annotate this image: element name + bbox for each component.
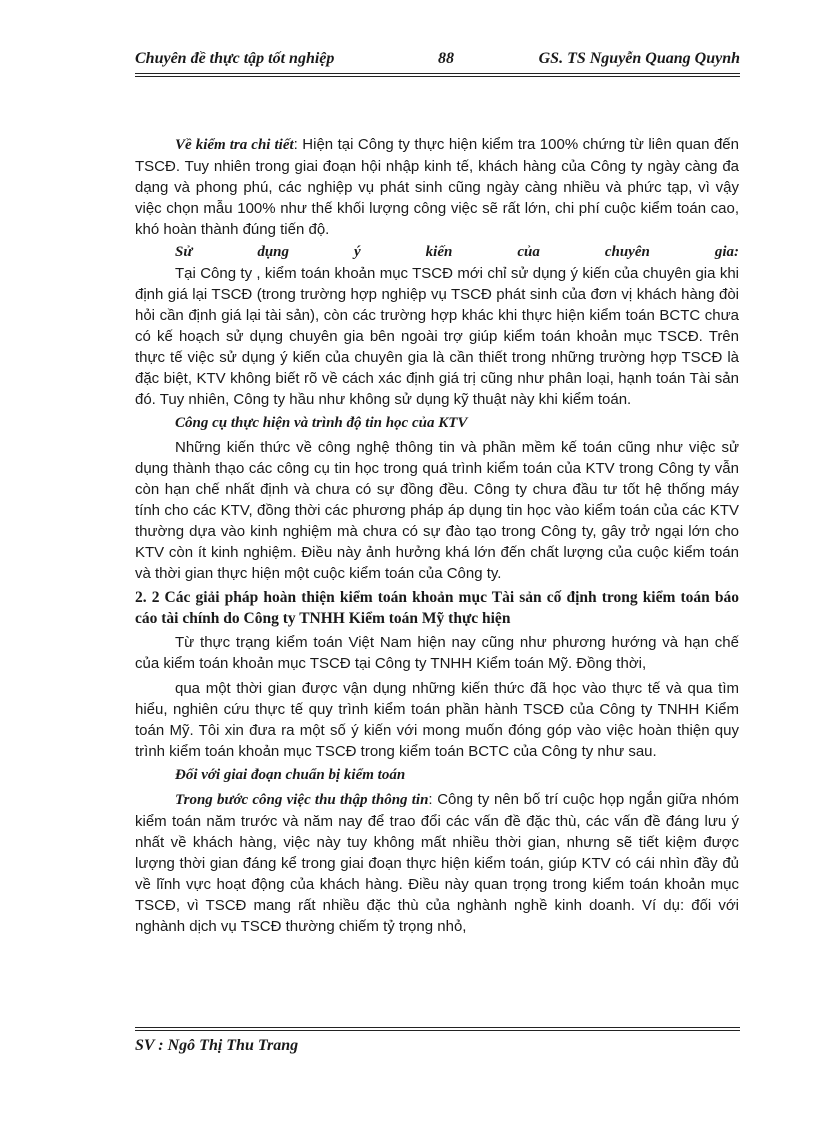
subheading-expert: Sử dụng ý kiến của chuyên gia: — [175, 244, 739, 260]
document-body — [135, 134, 739, 937]
paragraph-detail-testing — [135, 134, 739, 240]
paragraph-expert: Tại Công ty , kiểm toán khoản mục TSCĐ mới chỉ sử dụng ý kiến của chuyên gia khi định giá lại TSCĐ (trong trường hợp nghiệp vụ TSCĐ phát sinh của đơn vị khách hàng đòi hỏi cần định giá lại tài sản), còn các trường hợp khác khi thực hiện kiểm toán BCTC chưa có kế hoạch sử dụng chuyên gia bên ngoài trợ giúp kiểm toán khoản mục TSCĐ. Trên thực tế việc sử dụng ý kiến của chuyên gia là cần thiết trong những trường hợp TSCĐ là đặc biệt, KTV không biết rõ về cách xác định giá trị cũng như phân loại, hạnh toán Tài sản đó. Tuy nhiên, Công ty hầu như không sử dụng kỹ thuật này khi kiểm toán. — [135, 265, 739, 408]
subheading-preparation: Đối với giai đoạn chuẩn bị kiểm toán — [175, 767, 406, 783]
paragraph-lead: Về kiểm tra chi tiết — [175, 137, 294, 153]
header-author: GS. TS Nguyễn Quang Quynh — [538, 50, 740, 67]
paragraph-tools: Những kiến thức về công nghệ thông tin và phần mềm kế toán cũng như việc sử dụng thành thạo các công cụ tin học trong quá trình kiểm toán của KTV trong Công ty vẫn còn hạn chế nhất định và chưa có sự đồng đều. Công ty chưa đầu tư tốt hệ thống máy tính cho các KTV, đồng thời các phương pháp áp dụng tin học vào kiểm toán của các KTV thường dựa vào kinh nghiệm mà chưa có sự đào tạo trong Công ty, gây trở ngại lớn cho KTV còn ít kinh nghiệm. Điều này ảnh hưởng khá lớn đến chất lượng của cuộc kiểm toán và thời gian thực hiện một cuộc kiểm toán của Công ty. — [135, 439, 739, 582]
paragraph-text: : Công ty nên bố trí cuộc họp ngắn giữa nhóm kiểm toán năm trước và năm nay để trao đổi các vấn đề đặc thù, các vấn đề đáng lưu ý nhất về khách hàng, việc này tuy không mất nhiều thời gian, nhưng sẽ tiết kiệm được lượng thời gian đáng kể trong giai đoạn thực hiện kiểm toán, giúp KTV có cái nhìn đầy đủ về lĩnh vực hoạt động của khách hàng. Điều này quan trọng trong kiểm toán khoản mục TSCĐ, vì TSCĐ mang rất nhiều đặc thù của nghành nghề kinh doanh. Ví dụ: đối với nghành dịch vụ TSCĐ thường chiếm tỷ trọng nhỏ, — [135, 791, 739, 935]
header-page-number: 88 — [438, 50, 454, 67]
paragraph-info-gathering — [135, 789, 739, 937]
footer-student: SV : Ngô Thị Thu Trang — [135, 1037, 299, 1054]
header-title: Chuyên đề thực tập tốt nghiệp — [135, 50, 335, 67]
paragraph-lead: Trong bước công việc thu thập thông tin — [175, 792, 429, 808]
footer-rule — [135, 1027, 740, 1031]
page-header — [135, 44, 740, 74]
header-rule — [135, 73, 740, 77]
subheading-tools: Công cụ thực hiện và trình độ tin học của KTV — [175, 415, 468, 431]
paragraph-intro: Từ thực trạng kiểm toán Việt Nam hiện nay cũng như phương hướng và hạn chế của kiểm toán khoản mục TSCĐ tại Công ty TNHH Kiểm toán Mỹ. Đồng thời, — [135, 634, 739, 672]
paragraph-text: : Hiện tại Công ty thực hiện kiểm tra 100% chứng từ liên quan đến TSCĐ. Tuy nhiên trong giai đoạn hội nhập kinh tế, khách hàng của Công ty ngày càng đa dạng và phong phú, các nghiệp vụ phát sinh cũng ngày càng nhiều và phức tạp, vì vậy việc chọn mẫu 100% như thế khối lượng công việc sẽ rất lớn, chi phí cuộc kiểm toán cao, khó hoàn thành đúng tiến độ. — [135, 136, 739, 238]
section-heading: 2. 2 Các giải pháp hoàn thiện kiểm toán khoản mục Tài sản cố định trong kiểm toán báo cáo tài chính do Công ty TNHH Kiểm toán Mỹ thực hiện — [135, 589, 739, 627]
paragraph-intro-continued: qua một thời gian được vận dụng những kiến thức đã học vào thực tế và qua tìm hiểu, nghiên cứu thực tế quy trình kiểm toán phần hành TSCĐ của Công ty TNHH Kiểm toán Mỹ. Tôi xin đưa ra một số ý kiến với mong muốn đóng góp vào việc hoàn thiện quy trình kiểm toán khoản mục TSCĐ trong kiểm toán BCTC của Công ty như sau. — [135, 680, 739, 760]
